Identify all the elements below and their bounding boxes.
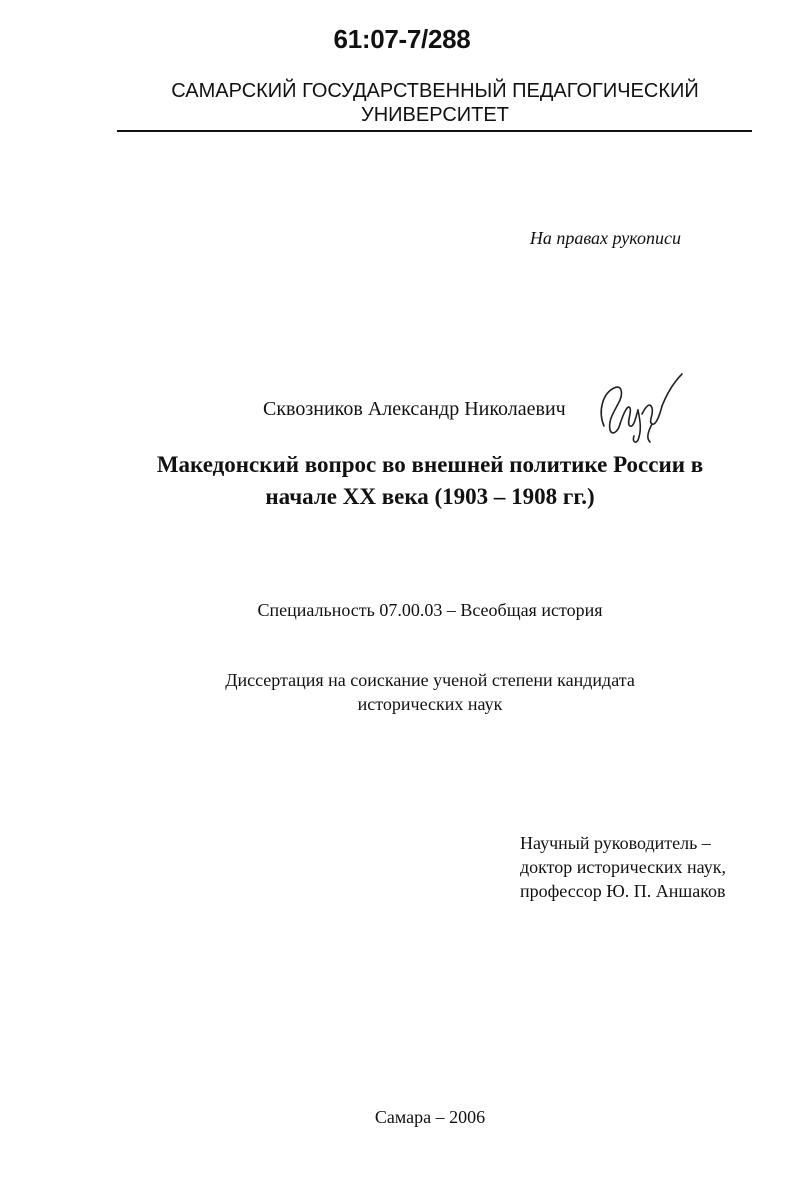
degree-statement: [110, 668, 750, 716]
title-line1: Македонский вопрос во внешней политике России в: [156, 452, 704, 477]
university-name-line2: УНИВЕРСИТЕТ: [361, 104, 509, 126]
specialty: Специальность 07.00.03 – Всеобщая история: [257, 600, 603, 620]
university-name: [120, 79, 750, 127]
title-line2: начале XX века (1903 – 1908 гг.): [265, 484, 595, 509]
university-name-line1: САМАРСКИЙ ГОСУДАРСТВЕННЫЙ ПЕДАГОГИЧЕСКИЙ: [171, 80, 699, 102]
supervisor-block: [520, 831, 726, 903]
author-name: Сквозников Александр Николаевич: [263, 398, 566, 420]
supervisor-line3: профессор Ю. П. Аншаков: [520, 881, 726, 901]
header-divider: [117, 130, 752, 132]
rights-note: На правах рукописи: [529, 228, 681, 248]
degree-statement-line1: Диссертация на соискание ученой степени кандидата: [225, 670, 635, 690]
supervisor-line1: Научный руководитель –: [520, 833, 711, 853]
dissertation-title: [110, 449, 750, 513]
degree-statement-line2: исторических наук: [357, 694, 503, 714]
signature-icon: [590, 368, 690, 448]
supervisor-line2: доктор исторических наук,: [520, 857, 726, 877]
catalog-code: 61:07-7/288: [333, 24, 471, 54]
city-year: Самара – 2006: [374, 1107, 486, 1127]
